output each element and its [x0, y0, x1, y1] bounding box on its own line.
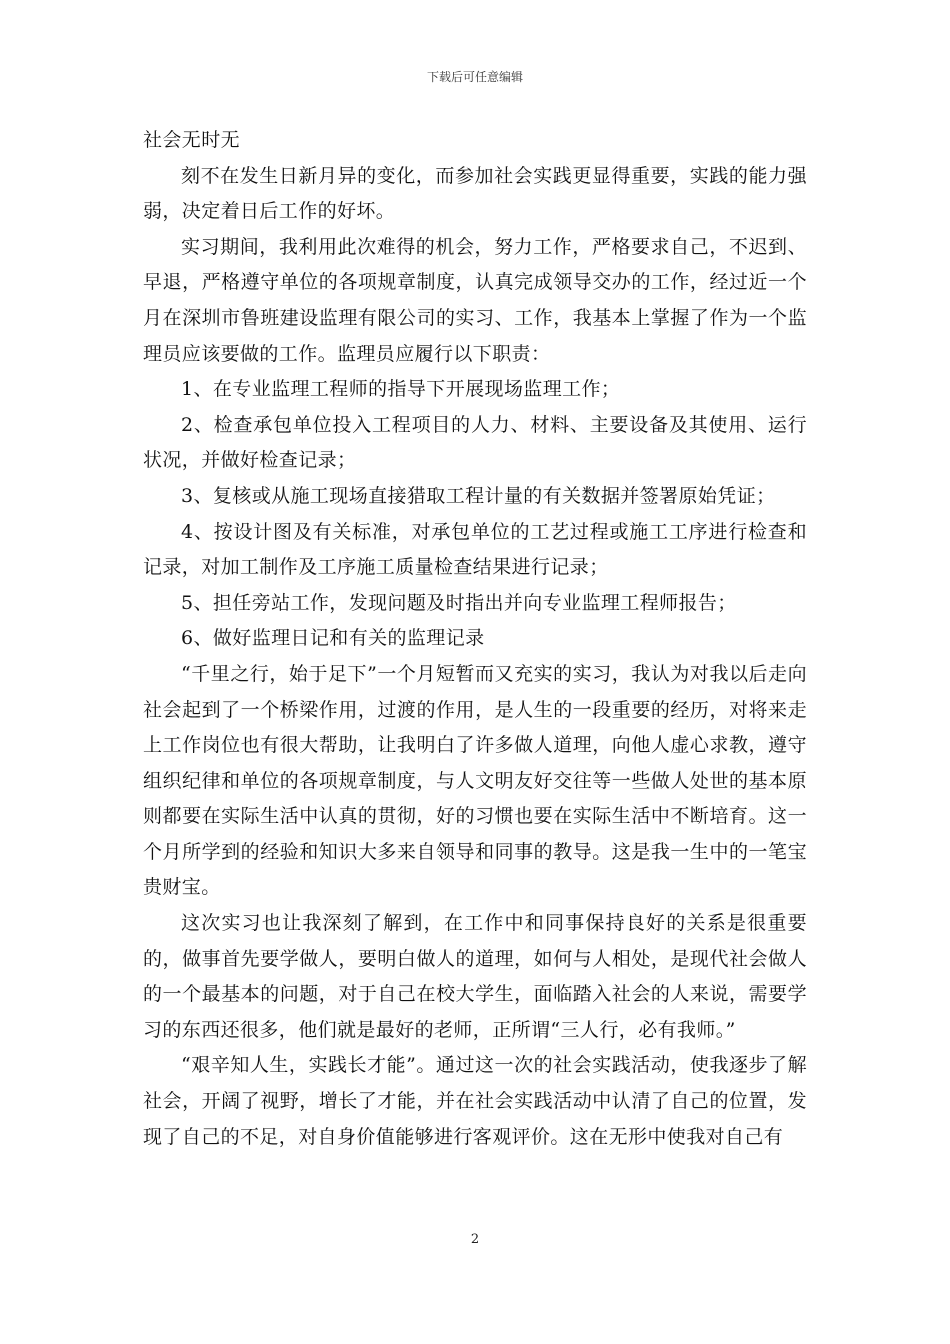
duty-item-2: 2、检查承包单位投入工程项目的人力、材料、主要设备及其使用、运行状况，并做好检查记录；: [143, 413, 807, 472]
paragraph-11: 这次实习也让我深刻了解到，在工作中和同事保持良好的关系是很重要的，做事首先要学做人，要明白做人的道理，如何与人相处，是现代社会做人的一个最基本的问题，对于自己在校大学生，面临踏入社会的人来说，需要学习的东西还很多，他们就是最好的老师，正所谓“三人行，必有我师。”: [143, 912, 807, 1041]
duty-item-1: 1、在专业监理工程师的指导下开展现场监理工作；: [181, 378, 621, 401]
paragraph-1: 社会无时无: [143, 129, 241, 151]
paragraph-3: 实习期间，我利用此次难得的机会，努力工作，严格要求自己，不迟到、早退，严格遵守单位的各项规章制度，认真完成领导交办的工作，经过近一个月在深圳市鲁班建设监理有限公司的实习、工作，我基本上掌握了作为一个监理员应该要做的工作。监理员应履行以下职责：: [143, 235, 807, 365]
duty-item-5: 5、担任旁站工作，发现问题及时指出并向专业监理工程师报告；: [181, 591, 737, 614]
paragraph-2: 刻不在发生日新月异的变化，而参加社会实践更显得重要，实践的能力强弱，决定着日后工作的好坏。: [143, 164, 807, 223]
body-text: [143, 123, 807, 1155]
header-note: 下载后可任意编辑: [426, 70, 523, 84]
paragraph-12: “艰辛知人生，实践长才能”。通过这一次的社会实践活动，使我逐步了解社会，开阔了视野，增长了才能，并在社会实践活动中认清了自己的位置，发现了自己的不足，对自身价值能够进行客观评价。这在无形中使我对自己有: [143, 1054, 807, 1148]
duty-item-4: 4、按设计图及有关标准，对承包单位的工艺过程或施工工序进行检查和记录，对加工制作及工序施工质量检查结果进行记录；: [143, 520, 807, 579]
duty-item-6: 6、做好监理日记和有关的监理记录: [181, 627, 485, 650]
duty-item-3: 3、复核或从施工现场直接猎取工程计量的有关数据并签署原始凭证；: [181, 484, 776, 507]
paragraph-10: “千里之行，始于足下”一个月短暂而又充实的实习，我认为对我以后走向社会起到了一个桥梁作用，过渡的作用，是人生的一段重要的经历，对将来走上工作岗位也有很大帮助，让我明白了许多做人道理，向他人虚心求教，遵守组织纪律和单位的各项规章制度，与人文明友好交往等一些做人处世的基本原则都要在实际生活中认真的贯彻，好的习惯也要在实际生活中不断培育。这一个月所学到的经验和知识大多来自领导和同事的教导。这是我一生中的一笔宝贵财宝。: [143, 662, 807, 899]
page-number: 2: [470, 1232, 480, 1247]
